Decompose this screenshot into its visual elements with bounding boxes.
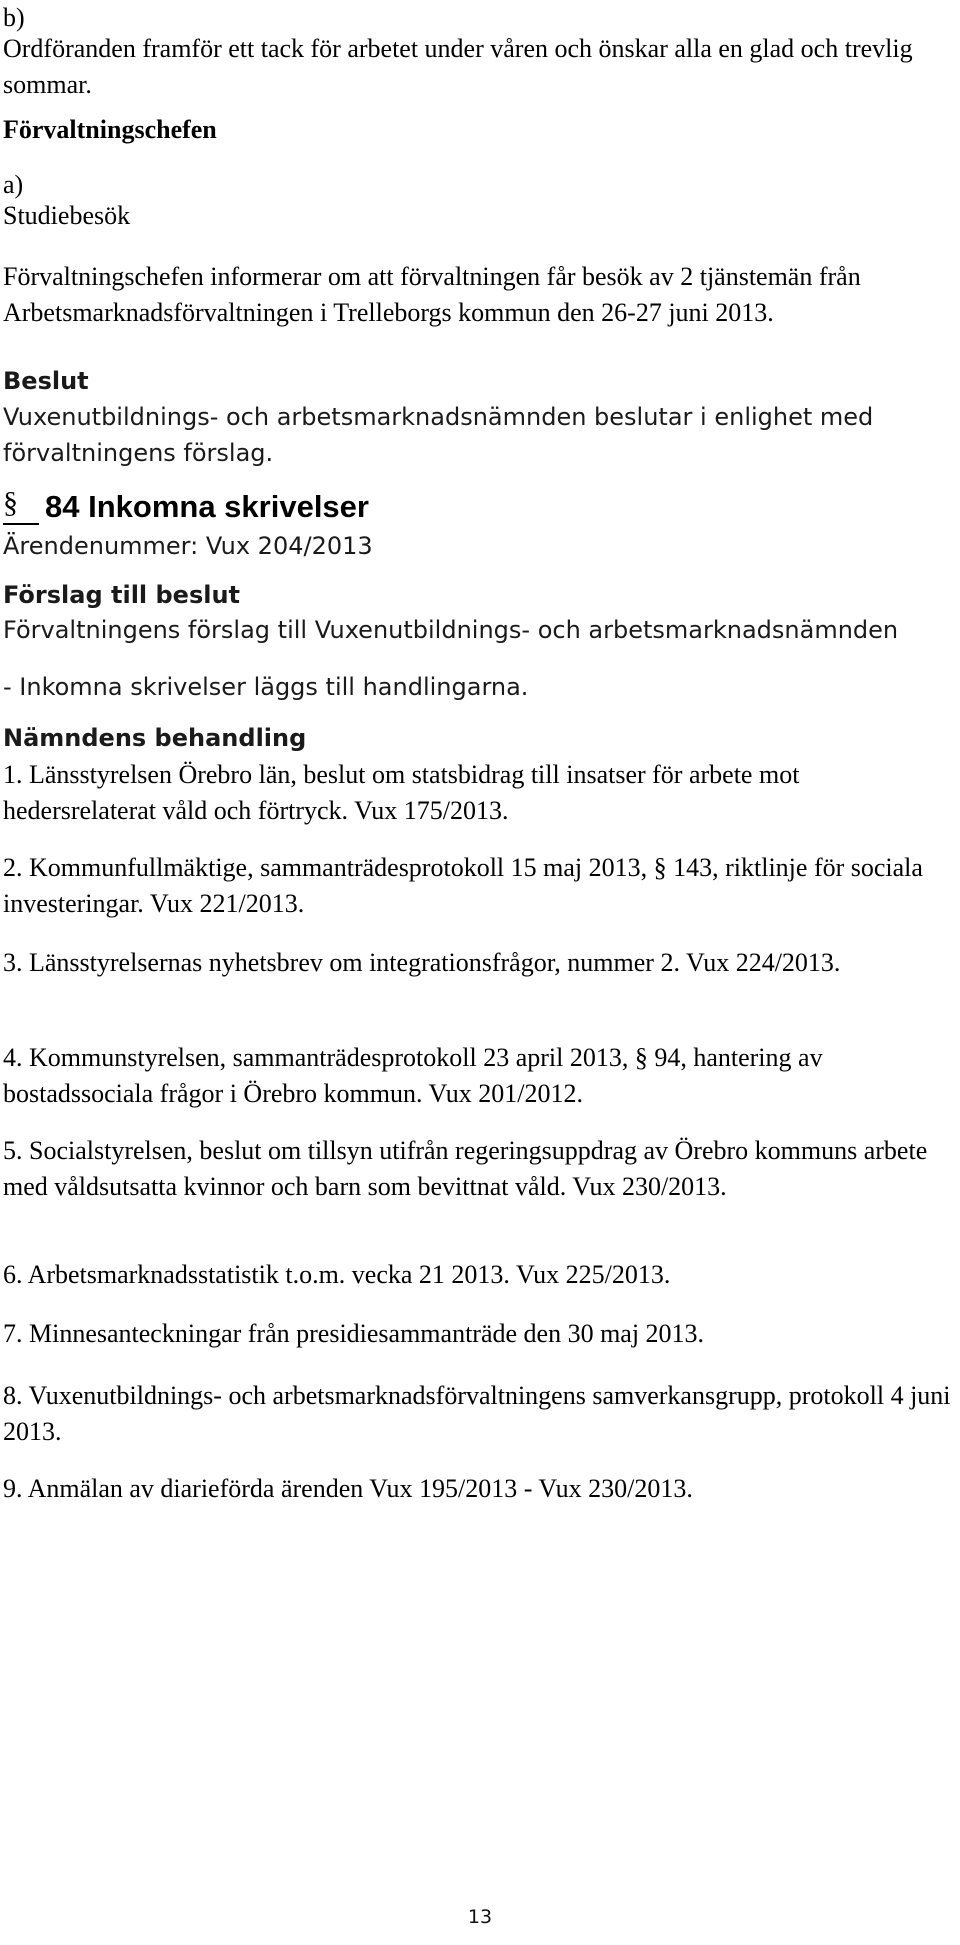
paragraph-sign xyxy=(3,486,19,523)
list-item: 5. Socialstyrelsen, beslut om tillsyn utifrån regeringsuppdrag av Örebro kommuns arbete med våldsutsatta kvinnor och barn som bevittnat våld. Vux 230/2013. xyxy=(3,1136,928,1201)
forvaltningschefen-heading: Förvaltningschefen xyxy=(3,115,217,144)
paragraph-sign-glyph: § xyxy=(3,486,18,519)
studiebesok-text: Förvaltningschefen informerar om att förvaltningen får besök av 2 tjänstemän från Arbetsmarknadsförvaltningen i Trelleborgs kommun den 26-27 juni 2013. xyxy=(3,262,861,327)
list-item: 6. Arbetsmarknadsstatistik t.o.m. vecka 21 2013. Vux 225/2013. xyxy=(3,1260,671,1289)
forslag-text: Förvaltningens förslag till Vuxenutbildnings- och arbetsmarknadsnämnden xyxy=(3,616,899,644)
section-84-title: 84 Inkomna skrivelser xyxy=(45,489,369,524)
section-b-text: Ordföranden framför ett tack för arbetet under våren och önskar alla en glad och trevlig sommar. xyxy=(3,34,913,99)
beslut-text: Vuxenutbildnings- och arbetsmarknadsnämnden beslutar i enlighet med förvaltningens förslag. xyxy=(3,403,874,467)
list-item: 7. Minnesanteckningar från presidiesammanträde den 30 maj 2013. xyxy=(3,1319,705,1348)
section-84-title-row xyxy=(3,487,953,527)
forslag-item: - Inkomna skrivelser läggs till handlingarna. xyxy=(3,673,529,701)
list-item: 1. Länsstyrelsen Örebro län, beslut om statsbidrag till insatser för arbete mot hedersrelaterat våld och förtryck. Vux 175/2013. xyxy=(3,760,800,825)
list-item: 8. Vuxenutbildnings- och arbetsmarknadsförvaltningens samverkansgrupp, protokoll 4 juni 2013. xyxy=(3,1381,951,1446)
list-item: 4. Kommunstyrelsen, sammanträdesprotokoll 23 april 2013, § 94, hantering av bostadssociala frågor i Örebro kommun. Vux 201/2012. xyxy=(3,1043,823,1108)
forvaltningschefen-marker: a) xyxy=(3,170,24,199)
list-item: 9. Anmälan av diarieförda ärenden Vux 195/2013 - Vux 230/2013. xyxy=(3,1474,693,1503)
page-number: 13 xyxy=(467,1906,493,1928)
behandling-heading: Nämndens behandling xyxy=(3,724,307,752)
studiebesok-subheading: Studiebesök xyxy=(3,201,131,230)
paragraph-sign-underline xyxy=(3,523,39,525)
arendenummer: Ärendenummer: Vux 204/2013 xyxy=(3,532,373,560)
beslut-heading: Beslut xyxy=(3,367,89,395)
forslag-heading: Förslag till beslut xyxy=(3,581,241,609)
section-b-marker: b) xyxy=(3,3,25,32)
list-item: 2. Kommunfullmäktige, sammanträdesprotokoll 15 maj 2013, § 143, riktlinje för sociala investeringar. Vux 221/2013. xyxy=(3,853,923,918)
list-item: 3. Länsstyrelsernas nyhetsbrev om integrationsfrågor, nummer 2. Vux 224/2013. xyxy=(3,948,841,977)
